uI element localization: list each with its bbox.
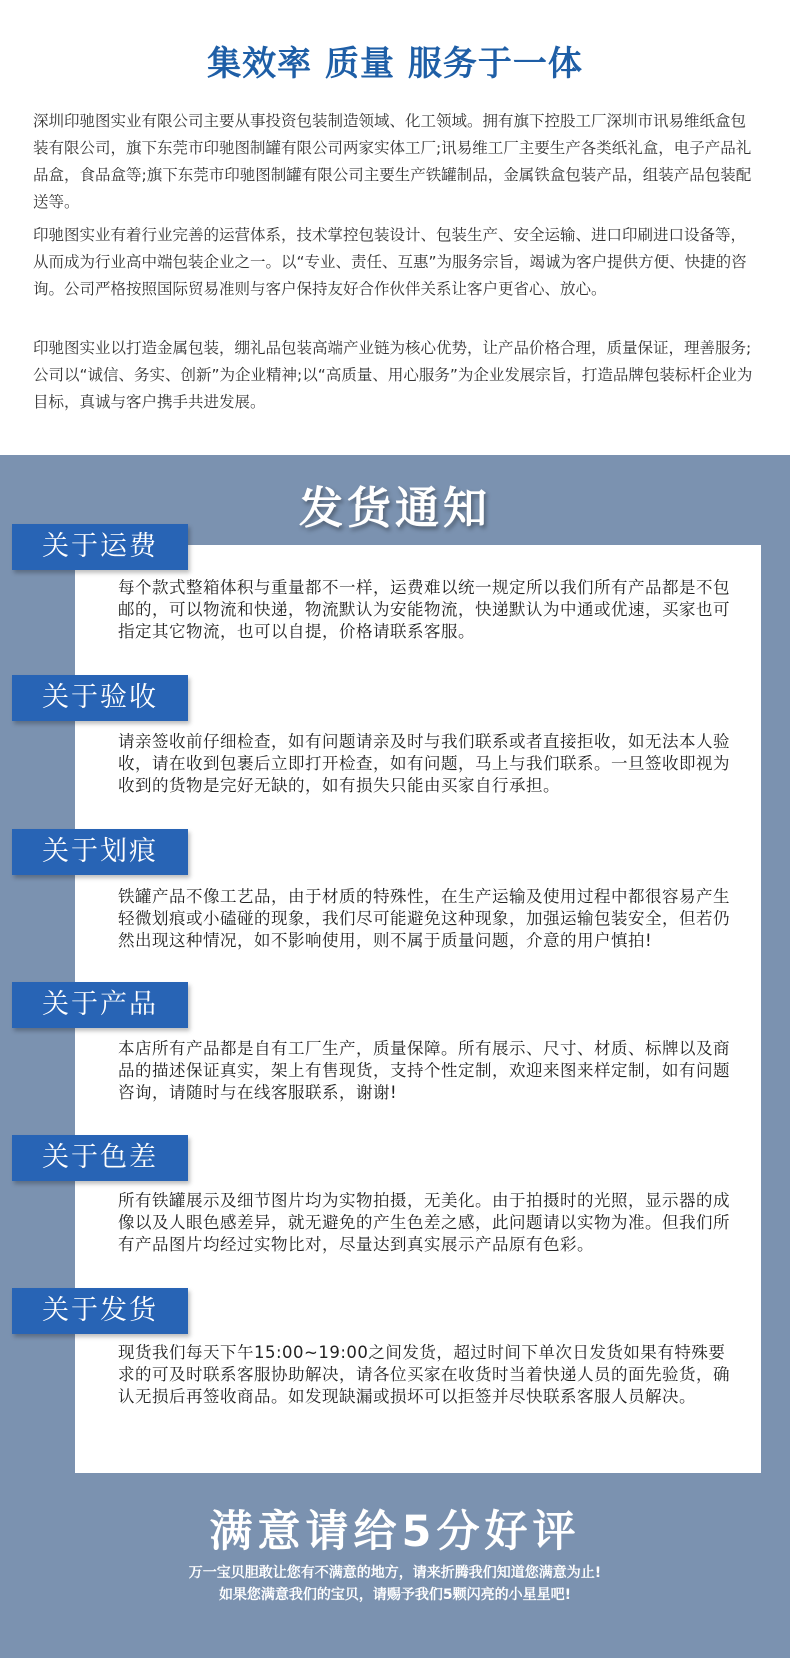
rating-request-line-1: 万一宝贝胆敢让您有不满意的地方，请来折腾我们知道您满意为止!	[188, 1565, 602, 1581]
intro-paragraph-3: 印驰图实业以打造金属包装，绷礼品包装高端产业链为核心优势，让产品价格合理，质量保证，理善服务;公司以“诚信、务实、创新”为企业精神;以“高质量、用心服务”为企业发展宗旨，打造品牌包装标杆企业为目标，真诚与客户携手共进发展。	[33, 339, 753, 411]
section-text-shipping-fee: 每个款式整箱体积与重量都不一样，运费难以统一规定所以我们所有产品都是不包邮的，可以物流和快递，物流默认为安能物流，快递默认为中通或优速，买家也可指定其它物流，也可以自提，价格请联系客服。	[118, 578, 730, 641]
section-tag-color-difference: 关于色差	[12, 1135, 188, 1181]
section-text-product: 本店所有产品都是自有工厂生产，质量保障。所有展示、尺寸、材质、标牌以及商品的描述保证真实，架上有售现货，支持个性定制，欢迎来图来样定制，如有问题咨询，请随时与在线客服联系，谢谢!	[118, 1039, 730, 1102]
section-tag-scratches: 关于划痕	[12, 829, 188, 875]
section-tag-inspection: 关于验收	[12, 675, 188, 721]
section-tag-shipping-fee: 关于运费	[12, 524, 188, 570]
section-text-delivery: 现货我们每天下午15:00~19:00之间发货，超过时间下单次日发货如果有特殊要求的可及时联系客服协助解决，请各位买家在收货时当着快递人员的面先验货，确认无损后再签收商品。如发现缺漏或损坏可以拒签并尽快联系客服人员解决。	[118, 1343, 730, 1406]
section-text-inspection: 请亲签收前仔细检查，如有问题请亲及时与我们联系或者直接拒收，如无法本人验收，请在收到包裹后立即打开检查，如有问题，马上与我们联系。一旦签收即视为收到的货物是完好无缺的，如有损失只能由买家自行承担。	[118, 732, 730, 795]
section-tag-delivery: 关于发货	[12, 1288, 188, 1334]
notice-title: 发货通知	[299, 483, 491, 534]
rating-request-title: 满意请给5分好评	[209, 1507, 581, 1557]
section-text-color-difference: 所有铁罐展示及细节图片均为实物拍摄，无美化。由于拍摄时的光照，显示器的成像以及人眼色感差异，就无避免的产生色差之感，此问题请以实物为准。但我们所有产品图片均经过实物比对，尽量达到真实展示产品原有色彩。	[118, 1191, 730, 1254]
section-tag-product: 关于产品	[12, 982, 188, 1028]
section-text-scratches: 铁罐产品不像工艺品，由于材质的特殊性，在生产运输及使用过程中都很容易产生轻微划痕或小磕碰的现象，我们尽可能避免这种现象，加强运输包装安全，但若仍然出现这种情况，如不影响使用，则不属于质量问题，介意的用户慎拍!	[118, 887, 730, 950]
page-title: 集效率 质量 服务于一体	[207, 44, 583, 84]
intro-paragraph-1: 深圳印驰图实业有限公司主要从事投资包装制造领域、化工领域。拥有旗下控股工厂深圳市讯易维纸盒包装有限公司，旗下东莞市印驰图制罐有限公司两家实体工厂;讯易维工厂主要生产各类纸礼盒，电子产品礼品盒，食品盒等;旗下东莞市印驰图制罐有限公司主要生产铁罐制品，金属铁盒包装产品，组装产品包装配送等。	[33, 112, 752, 211]
rating-request-line-2: 如果您满意我们的宝贝，请赐予我们5颗闪亮的小星星吧!	[218, 1587, 572, 1603]
intro-paragraph-2: 印驰图实业有着行业完善的运营体系，技术掌控包装设计、包装生产、安全运输、进口印刷进口设备等，从而成为行业高中端包装企业之一。以“专业、责任、互惠”为服务宗旨，竭诚为客户提供方便、快捷的咨询。公司严格按照国际贸易准则与客户保持友好合作伙伴关系让客户更省心、放心。	[33, 226, 747, 298]
